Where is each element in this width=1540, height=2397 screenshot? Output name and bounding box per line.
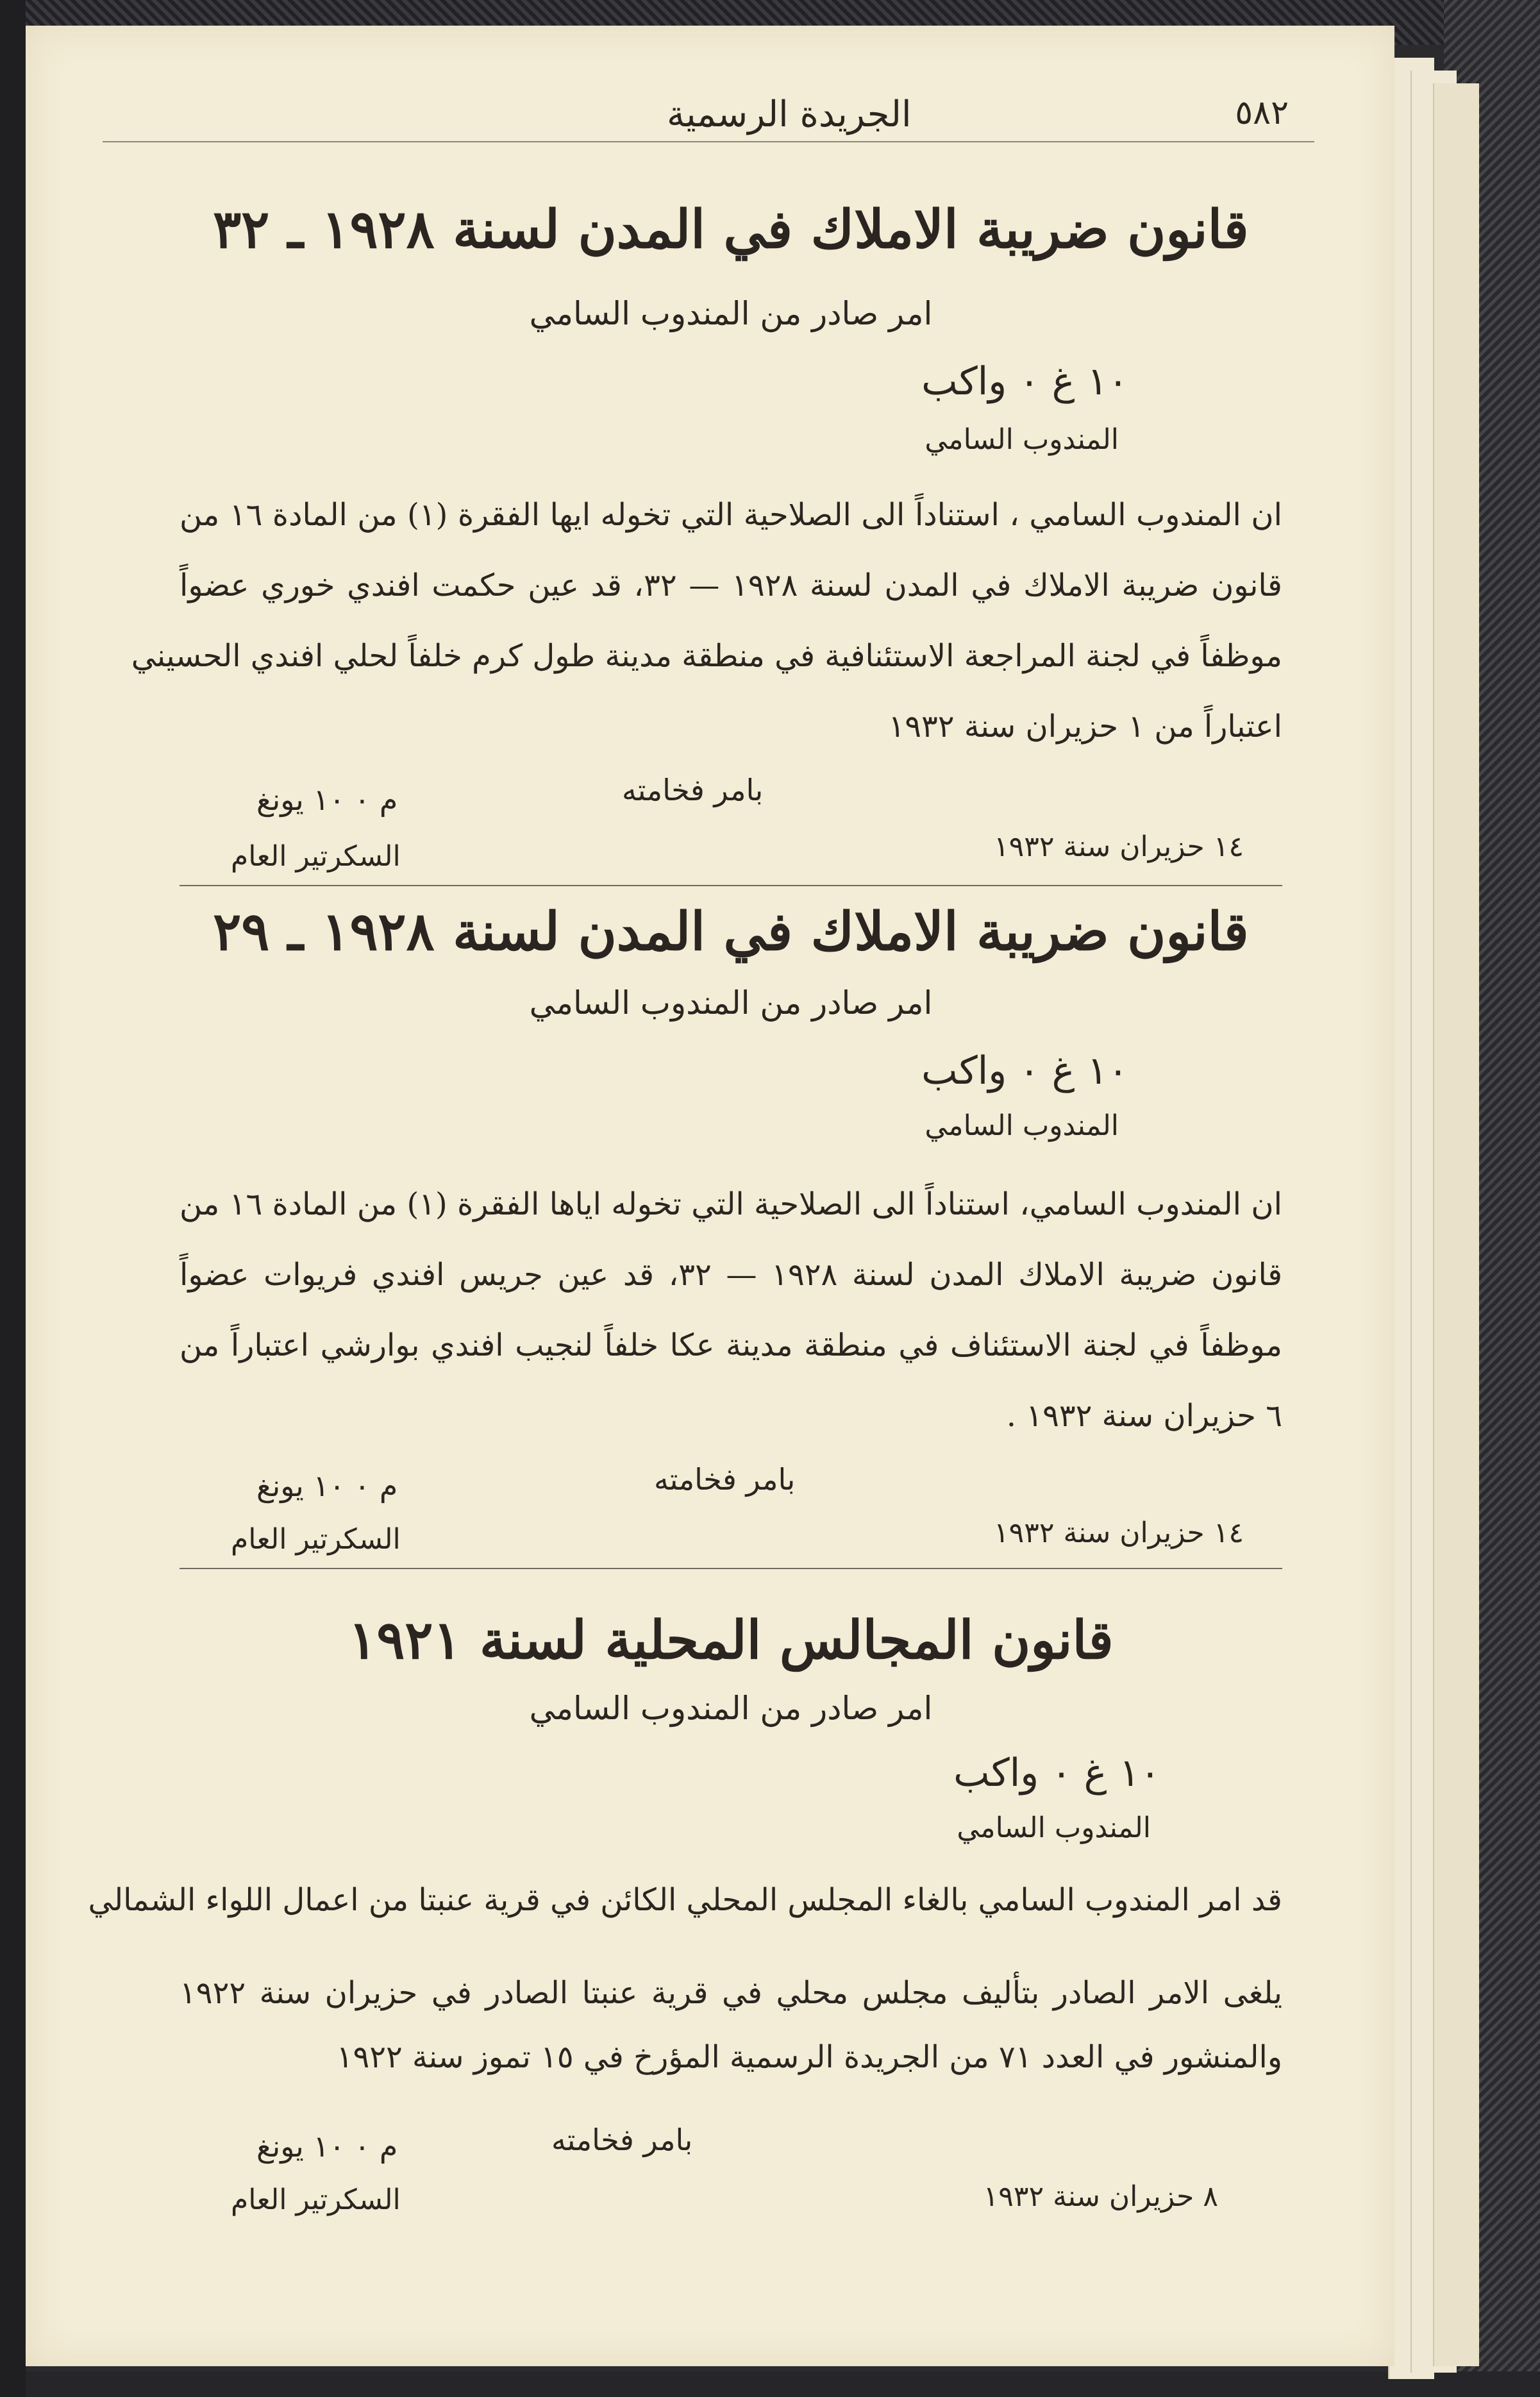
secretary-title: السكرتير العام xyxy=(231,840,401,873)
section-date: ١٤ حزيران سنة ١٩٣٢ xyxy=(993,1517,1244,1549)
page-edge xyxy=(1433,83,1479,2366)
signer-title: المندوب السامي xyxy=(925,1109,1119,1142)
by-order-text: بامر فخامته xyxy=(654,1462,796,1497)
body-line: والمنشور في العدد ٧١ من الجريدة الرسمية المؤرخ في ١٥ تموز سنة ١٩٢٢ xyxy=(336,2039,1282,2075)
section-subtitle: امر صادر من المندوب السامي xyxy=(529,1690,933,1727)
signer-title: المندوب السامي xyxy=(957,1812,1151,1844)
section-date: ١٤ حزيران سنة ١٩٣٢ xyxy=(993,830,1244,863)
page-number: ٥٨٢ xyxy=(1235,94,1289,132)
body-line: موظفاً في لجنة المراجعة الاستئنافية في منطقة مدينة طول كرم خلفاً لحلي افندي الحسيني xyxy=(131,638,1282,674)
section-3 xyxy=(88,1590,1282,2296)
body-line: قانون ضريبة الاملاك المدن لسنة ١٩٢٨ — ٣٢، قد عين جريس افندي فريوات عضواً xyxy=(180,1257,1283,1293)
section-title: قانون المجالس المحلية لسنة ١٩٢١ xyxy=(348,1610,1114,1671)
by-order-text: بامر فخامته xyxy=(551,2123,693,2157)
section-title: قانون ضريبة الاملاك في المدن لسنة ١٩٢٨ ـ ٢٩ xyxy=(213,901,1249,963)
section-divider xyxy=(180,885,1282,886)
running-title: الجريدة الرسمية xyxy=(667,94,912,135)
body-line: موظفاً في لجنة الاستئناف في منطقة مدينة عكا خلفاً لنجيب افندي بوارشي اعتباراً من xyxy=(180,1327,1282,1363)
book-binding xyxy=(0,0,26,2397)
book-cover-bottom xyxy=(0,2371,1540,2397)
section-1 xyxy=(131,141,1283,873)
secretary-name: م ٠ ١٠ يونغ xyxy=(256,2129,398,2164)
section-subtitle: امر صادر من المندوب السامي xyxy=(529,295,933,332)
secretary-title: السكرتير العام xyxy=(231,2183,401,2216)
secretary-name: م ٠ ١٠ يونغ xyxy=(256,1468,398,1503)
section-subtitle: امر صادر من المندوب السامي xyxy=(529,984,933,1022)
signer-name: ١٠ غ ٠ واكب xyxy=(921,1048,1128,1093)
section-date: ٨ حزيران سنة ١٩٣٢ xyxy=(983,2180,1218,2213)
gazette-page xyxy=(26,26,1394,2366)
body-line: قد امر المندوب السامي بالغاء المجلس المحلي الكائن في قرية عنبتا من اعمال اللواء الشمالي xyxy=(88,1882,1282,1918)
section-divider xyxy=(180,1568,1282,1569)
body-line: قانون ضريبة الاملاك في المدن لسنة ١٩٢٨ — ٣٢، قد عين حكمت افندي خوري عضواً xyxy=(180,568,1283,603)
body-line: اعتباراً من ١ حزيران سنة ١٩٣٢ xyxy=(888,709,1282,744)
body-line: ان المندوب السامي، استناداً الى الصلاحية التي تخوله اياها الفقرة (١) من المادة ١٦ من xyxy=(180,1186,1283,1222)
secretary-title: السكرتير العام xyxy=(231,1523,401,1556)
body-line: ان المندوب السامي ، استناداً الى الصلاحية التي تخوله ايها الفقرة (١) من المادة ١٦ من xyxy=(180,497,1282,533)
signer-name: ١٠ غ ٠ واكب xyxy=(921,359,1128,404)
page-header xyxy=(103,64,1314,142)
section-2 xyxy=(180,888,1282,1581)
body-line: يلغى الامر الصادر بتأليف مجلس محلي في قرية عنبتا الصادر في حزيران سنة ١٩٢٢ xyxy=(180,1975,1282,2011)
by-order-text: بامر فخامته xyxy=(622,773,764,807)
secretary-name: م ٠ ١٠ يونغ xyxy=(256,782,398,817)
body-line: ٦ حزيران سنة ١٩٣٢ . xyxy=(1006,1398,1282,1434)
signer-title: المندوب السامي xyxy=(925,423,1119,456)
signer-name: ١٠ غ ٠ واكب xyxy=(953,1751,1160,1796)
section-title: قانون ضريبة الاملاك في المدن لسنة ١٩٢٨ ـ ٣٢ xyxy=(213,199,1249,260)
